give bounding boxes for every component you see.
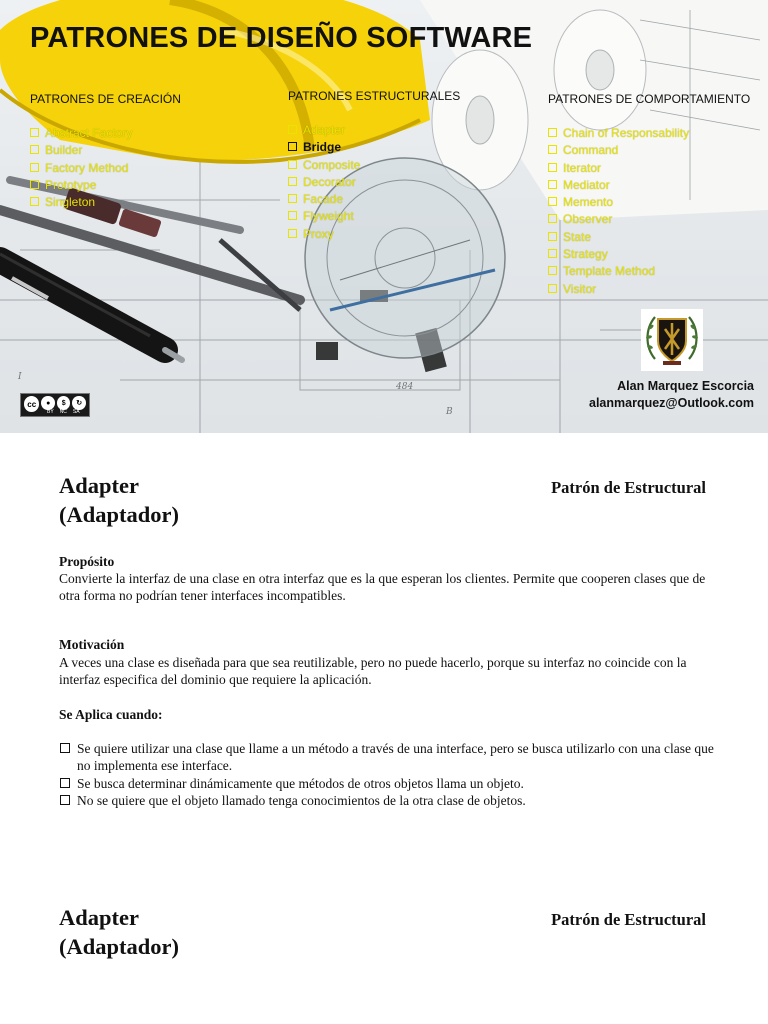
structural-patterns-heading: PATRONES ESTRUCTURALES xyxy=(288,89,461,103)
author-block xyxy=(589,378,754,412)
no-dollar-icon: $ xyxy=(57,396,71,410)
motivacion-heading: Motivación xyxy=(59,637,125,652)
checkbox-icon xyxy=(30,197,39,206)
checkbox-icon xyxy=(548,232,557,241)
creative-commons-badge: cc ● $ ↻ BY NC SA xyxy=(20,393,90,417)
pattern-title: Adapter (Adaptador) xyxy=(59,473,180,527)
svg-text:B: B xyxy=(446,407,453,417)
list-item[interactable]: Abstract Factory xyxy=(30,125,132,142)
list-item[interactable]: State xyxy=(548,229,689,246)
cover-title: PATRONES DE DISEÑO SOFTWARE xyxy=(30,22,533,54)
cover-banner xyxy=(0,0,768,433)
checkbox-icon xyxy=(548,266,557,275)
checkbox-icon xyxy=(548,180,557,189)
list-item[interactable]: Decorator xyxy=(288,174,360,191)
list-item: Se busca determinar dinámicamente que métodos de otros objetos llama un objeto. xyxy=(59,775,719,792)
list-item[interactable]: Template Method xyxy=(548,263,689,280)
list-item: No se quiere que el objeto llamado tenga conocimientos de la otra clase de objetos. xyxy=(59,792,719,809)
list-item[interactable]: Chain of Responsability xyxy=(548,125,689,142)
cc-icon: cc xyxy=(24,396,39,412)
checkbox-icon xyxy=(60,778,70,788)
list-item[interactable]: Strategy xyxy=(548,246,689,263)
author-name: Alan Marquez Escorcia xyxy=(617,379,754,393)
checkbox-icon xyxy=(548,145,557,154)
svg-text:484: 484 xyxy=(396,382,414,392)
person-icon: ● xyxy=(41,396,55,410)
list-item: Se quiere utilizar una clase que llame a un método a través de una interface, pero se busca utilizarlo con una clase que no implementa ese interface. xyxy=(59,740,719,775)
list-item[interactable]: Flyweight xyxy=(288,208,360,225)
pattern-category: Patrón de Estructural xyxy=(551,478,706,497)
checkbox-icon xyxy=(288,177,297,186)
structural-patterns-list xyxy=(288,122,360,243)
list-item[interactable]: Prototype xyxy=(30,177,132,194)
list-item[interactable]: Iterator xyxy=(548,160,689,177)
list-item[interactable]: Visitor xyxy=(548,281,689,298)
checkbox-icon xyxy=(548,163,557,172)
checkbox-icon xyxy=(30,180,39,189)
list-item[interactable]: Mediator xyxy=(548,177,689,194)
pattern-header-second xyxy=(59,903,719,961)
author-email[interactable]: alanmarquez@Outlook.com xyxy=(589,396,754,410)
checkbox-icon xyxy=(288,160,297,169)
pattern-category: Patrón de Estructural xyxy=(551,910,706,929)
list-item[interactable]: Builder xyxy=(30,142,132,159)
checkbox-icon xyxy=(288,125,297,134)
list-item[interactable]: Factory Method xyxy=(30,160,132,177)
crest-logo-icon xyxy=(641,309,703,371)
proposito-heading: Propósito xyxy=(59,554,115,569)
list-item[interactable]: Composite xyxy=(288,157,360,174)
creational-patterns-heading: PATRONES DE CREACIÓN xyxy=(30,92,181,106)
checkbox-icon xyxy=(548,128,557,137)
list-item[interactable]: Facade xyxy=(288,191,360,208)
checkbox-icon xyxy=(30,128,39,137)
proposito-text: Convierte la interfaz de una clase en otra interfaz que es la que esperan los clientes. Permite que cooperen clases que de otra forma no podrían tener interfaces incompatibles. xyxy=(59,571,706,603)
share-alike-icon: ↻ xyxy=(72,396,86,410)
behavioral-patterns-list xyxy=(548,125,689,298)
pattern-title: Adapter (Adaptador) xyxy=(59,905,180,959)
behavioral-patterns-heading: PATRONES DE COMPORTAMIENTO xyxy=(548,92,751,106)
checkbox-icon xyxy=(30,145,39,154)
checkbox-icon xyxy=(288,211,297,220)
checkbox-icon xyxy=(548,284,557,293)
list-item[interactable]: Adapter xyxy=(288,122,360,139)
checkbox-icon xyxy=(288,229,297,238)
pattern-header xyxy=(59,471,719,529)
list-item[interactable]: Command xyxy=(548,142,689,159)
checkbox-icon xyxy=(60,743,70,753)
list-item[interactable]: Observer xyxy=(548,211,689,228)
checkbox-icon xyxy=(548,214,557,223)
checkbox-icon xyxy=(548,197,557,206)
svg-text:I: I xyxy=(18,372,22,382)
checkbox-icon xyxy=(60,795,70,805)
list-item[interactable]: Proxy xyxy=(288,226,360,243)
checkbox-icon xyxy=(288,142,297,151)
aplica-list xyxy=(59,740,719,809)
checkbox-icon xyxy=(30,163,39,172)
list-item[interactable]: Singleton xyxy=(30,194,132,211)
motivacion-text: A veces una clase es diseñada para que sea reutilizable, pero no puede hacerlo, porque su interfaz no coincide con la interfaz especifica del dominio que requiere la aplicación. xyxy=(59,655,687,687)
checkbox-icon xyxy=(548,249,557,258)
list-item[interactable]: Memento xyxy=(548,194,689,211)
creational-patterns-list xyxy=(30,125,132,211)
checkbox-icon xyxy=(288,194,297,203)
aplica-heading: Se Aplica cuando: xyxy=(59,707,163,722)
list-item-current[interactable]: Bridge xyxy=(288,139,360,156)
